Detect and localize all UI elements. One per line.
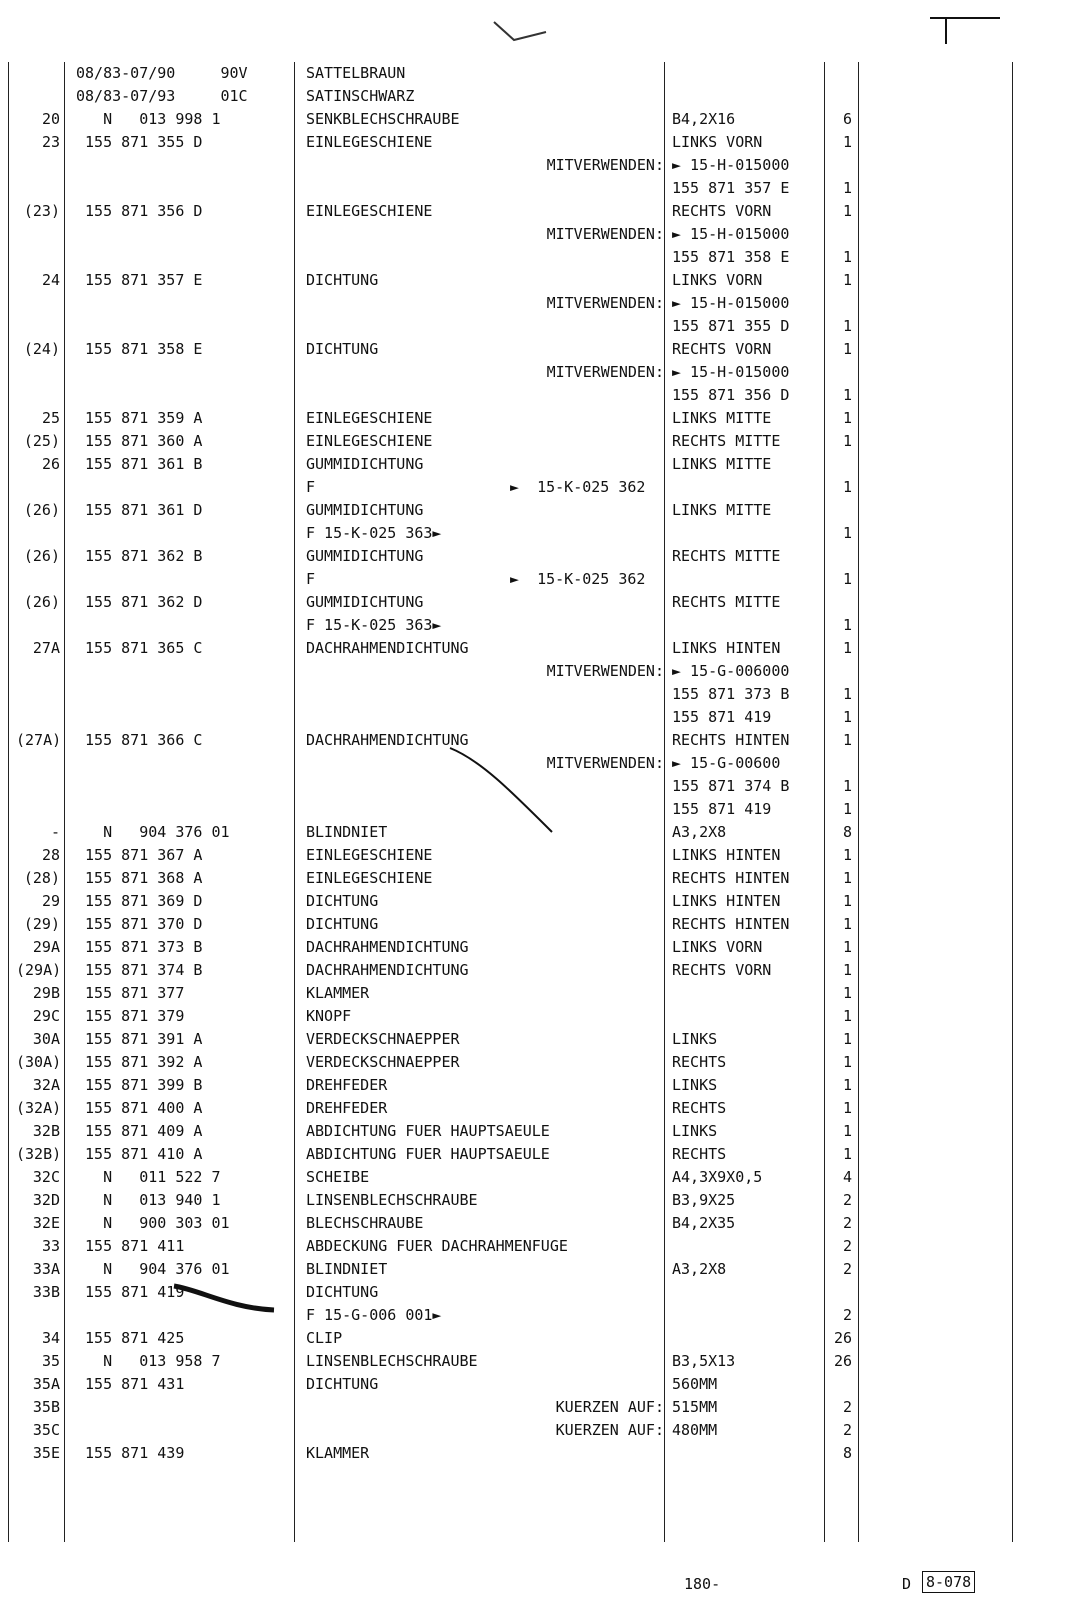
quantity: 1	[842, 800, 852, 818]
quantity: 2	[842, 1260, 852, 1278]
quantity: 1	[842, 869, 852, 887]
table-row	[0, 85, 1082, 108]
position-number: 26	[41, 455, 60, 473]
quantity: 1	[842, 1007, 852, 1025]
table-row	[0, 982, 1082, 1005]
part-number: 155 871 361 B	[76, 455, 203, 473]
part-description: DICHTUNG	[306, 1283, 379, 1301]
table-row	[0, 315, 1082, 338]
remark: LINKS	[672, 1030, 718, 1048]
table-row	[0, 407, 1082, 430]
quantity: 2	[842, 1421, 852, 1439]
part-number: N 013 998 1	[76, 110, 221, 128]
table-row	[0, 1396, 1082, 1419]
position-number: 25	[41, 409, 60, 427]
part-description: DACHRAHMENDICHTUNG	[306, 731, 469, 749]
table-row	[0, 269, 1082, 292]
table-row	[0, 1074, 1082, 1097]
position-number: (26)	[23, 547, 60, 565]
part-number: 155 871 358 E	[76, 340, 203, 358]
use-with-label: MITVERWENDEN:	[546, 156, 664, 174]
part-description: VERDECKSCHNAEPPER	[306, 1030, 460, 1048]
quantity: 1	[842, 639, 852, 657]
part-description: F	[306, 570, 316, 588]
remark: LINKS MITTE	[672, 501, 772, 519]
part-number: 08/83-07/93 01C	[76, 87, 248, 105]
table-row	[0, 177, 1082, 200]
table-row	[0, 545, 1082, 568]
use-with-label: MITVERWENDEN:	[546, 662, 664, 680]
quantity: 1	[842, 524, 852, 542]
part-number: 155 871 399 B	[76, 1076, 203, 1094]
table-row	[0, 1212, 1082, 1235]
remark: 155 871 373 B	[672, 685, 790, 703]
table-row	[0, 1005, 1082, 1028]
table-row	[0, 844, 1082, 867]
remark: RECHTS HINTEN	[672, 731, 790, 749]
quantity: 1	[842, 478, 852, 496]
part-description: BLINDNIET	[306, 1260, 388, 1278]
table-row	[0, 499, 1082, 522]
remark: 560MM	[672, 1375, 718, 1393]
part-number: 155 871 355 D	[76, 133, 203, 151]
part-description: EINLEGESCHIENE	[306, 409, 433, 427]
part-description: BLINDNIET	[306, 823, 388, 841]
table-row	[0, 154, 1082, 177]
position-number: 35A	[32, 1375, 60, 1393]
part-description: LINSENBLECHSCHRAUBE	[306, 1191, 478, 1209]
table-row	[0, 1327, 1082, 1350]
remark: RECHTS MITTE	[672, 547, 781, 565]
remark: LINKS	[672, 1076, 718, 1094]
remark: LINKS	[672, 1122, 718, 1140]
position-number: (28)	[23, 869, 60, 887]
table-row	[0, 361, 1082, 384]
remark: LINKS MITTE	[672, 409, 772, 427]
quantity: 1	[842, 340, 852, 358]
page-number: 180-	[684, 1575, 721, 1593]
remark: RECHTS MITTE	[672, 593, 781, 611]
table-row	[0, 1097, 1082, 1120]
part-number: 155 871 370 D	[76, 915, 203, 933]
part-description: DICHTUNG	[306, 915, 379, 933]
position-number: 32C	[32, 1168, 60, 1186]
remark: RECHTS	[672, 1145, 727, 1163]
table-row	[0, 131, 1082, 154]
part-number: N 011 522 7	[76, 1168, 221, 1186]
table-row	[0, 936, 1082, 959]
part-number: 155 871 410 A	[76, 1145, 203, 1163]
quantity: 1	[842, 1099, 852, 1117]
use-with-label: KUERZEN AUF:	[555, 1421, 664, 1439]
part-description: SATINSCHWARZ	[306, 87, 415, 105]
remark: LINKS VORN	[672, 938, 763, 956]
part-description: GUMMIDICHTUNG	[306, 501, 424, 519]
remark: 515MM	[672, 1398, 718, 1416]
remark: RECHTS VORN	[672, 961, 772, 979]
part-number: 155 871 419	[76, 1283, 185, 1301]
part-description: KLAMMER	[306, 984, 370, 1002]
part-description: EINLEGESCHIENE	[306, 869, 433, 887]
quantity: 1	[842, 202, 852, 220]
position-number: 29C	[32, 1007, 60, 1025]
quantity: 26	[833, 1329, 852, 1347]
remark: ► 15-H-015000	[672, 156, 790, 174]
quantity: 8	[842, 823, 852, 841]
table-row	[0, 706, 1082, 729]
position-number: 29B	[32, 984, 60, 1002]
part-description: DICHTUNG	[306, 892, 379, 910]
table-row	[0, 1304, 1082, 1327]
part-description: VERDECKSCHNAEPPER	[306, 1053, 460, 1071]
table-row	[0, 1235, 1082, 1258]
remark: ► 15-G-006000	[672, 662, 790, 680]
remark: RECHTS VORN	[672, 340, 772, 358]
use-with-label: MITVERWENDEN:	[546, 754, 664, 772]
quantity: 1	[842, 616, 852, 634]
position-number: (24)	[23, 340, 60, 358]
part-description: GUMMIDICHTUNG	[306, 547, 424, 565]
part-number: 155 871 366 C	[76, 731, 203, 749]
table-row	[0, 637, 1082, 660]
part-number: 155 871 379	[76, 1007, 185, 1025]
part-number: 155 871 360 A	[76, 432, 203, 450]
quantity: 1	[842, 133, 852, 151]
part-number: 155 871 392 A	[76, 1053, 203, 1071]
table-row	[0, 683, 1082, 706]
part-description: GUMMIDICHTUNG	[306, 593, 424, 611]
table-row	[0, 522, 1082, 545]
position-number: 35B	[32, 1398, 60, 1416]
position-number: 32A	[32, 1076, 60, 1094]
part-number: N 900 303 01	[76, 1214, 230, 1232]
quantity: 1	[842, 961, 852, 979]
remark: 155 871 374 B	[672, 777, 790, 795]
table-row	[0, 913, 1082, 936]
part-number: 155 871 369 D	[76, 892, 203, 910]
part-description: BLECHSCHRAUBE	[306, 1214, 424, 1232]
position-number: (29)	[23, 915, 60, 933]
part-description: EINLEGESCHIENE	[306, 202, 433, 220]
table-row	[0, 1373, 1082, 1396]
quantity: 1	[842, 570, 852, 588]
part-description: F 15-G-006 001►	[306, 1306, 442, 1324]
table-row	[0, 660, 1082, 683]
remark: RECHTS	[672, 1053, 727, 1071]
table-row	[0, 200, 1082, 223]
table-row	[0, 338, 1082, 361]
position-number: 33	[41, 1237, 60, 1255]
position-number: 20	[41, 110, 60, 128]
part-number: 155 871 362 B	[76, 547, 203, 565]
table-row	[0, 1166, 1082, 1189]
quantity: 1	[842, 892, 852, 910]
part-number: N 904 376 01	[76, 1260, 230, 1278]
quantity: 1	[842, 984, 852, 1002]
part-number: 155 871 377	[76, 984, 185, 1002]
part-description: DACHRAHMENDICHTUNG	[306, 938, 469, 956]
quantity: 1	[842, 432, 852, 450]
part-description: DACHRAHMENDICHTUNG	[306, 639, 469, 657]
position-number: (26)	[23, 593, 60, 611]
use-with-label: KUERZEN AUF:	[555, 1398, 664, 1416]
position-number: 29	[41, 892, 60, 910]
part-description: KLAMMER	[306, 1444, 370, 1462]
remark: RECHTS VORN	[672, 202, 772, 220]
table-row	[0, 1442, 1082, 1465]
quantity: 2	[842, 1398, 852, 1416]
part-number: 155 871 409 A	[76, 1122, 203, 1140]
page-letter: D	[902, 1575, 912, 1593]
remark: LINKS HINTEN	[672, 846, 781, 864]
table-row	[0, 223, 1082, 246]
part-description: ABDICHTUNG FUER HAUPTSAEULE	[306, 1145, 550, 1163]
part-description: F	[306, 478, 316, 496]
remark: LINKS HINTEN	[672, 892, 781, 910]
position-number: 28	[41, 846, 60, 864]
position-number: 33A	[32, 1260, 60, 1278]
quantity: 1	[842, 409, 852, 427]
table-row	[0, 591, 1082, 614]
quantity: 2	[842, 1191, 852, 1209]
part-number: 155 871 400 A	[76, 1099, 203, 1117]
remark: 155 871 419	[672, 800, 772, 818]
position-number: (30A)	[16, 1053, 62, 1071]
table-row	[0, 1258, 1082, 1281]
pen-stroke-2	[170, 1280, 280, 1320]
position-number: (27A)	[16, 731, 62, 749]
quantity: 1	[842, 708, 852, 726]
part-description: SENKBLECHSCHRAUBE	[306, 110, 460, 128]
quantity: 2	[842, 1237, 852, 1255]
part-number: 155 871 373 B	[76, 938, 203, 956]
table-row	[0, 959, 1082, 982]
remark: 155 871 357 E	[672, 179, 790, 197]
position-number: 35E	[32, 1444, 60, 1462]
table-row	[0, 1028, 1082, 1051]
position-number: 32E	[32, 1214, 60, 1232]
remark: 155 871 358 E	[672, 248, 790, 266]
position-number: (26)	[23, 501, 60, 519]
position-number: (32B)	[16, 1145, 62, 1163]
part-description: DACHRAHMENDICHTUNG	[306, 961, 469, 979]
remark: B4,2X16	[672, 110, 736, 128]
use-with-label: MITVERWENDEN:	[546, 225, 664, 243]
use-with-label: MITVERWENDEN:	[546, 294, 664, 312]
part-number: 155 871 425	[76, 1329, 185, 1347]
part-number: N 013 958 7	[76, 1352, 221, 1370]
table-row	[0, 1120, 1082, 1143]
position-number: (25)	[23, 432, 60, 450]
table-row	[0, 246, 1082, 269]
position-number: 32B	[32, 1122, 60, 1140]
part-description: CLIP	[306, 1329, 343, 1347]
quantity: 26	[833, 1352, 852, 1370]
quantity: 1	[842, 248, 852, 266]
part-description: DICHTUNG	[306, 271, 379, 289]
table-row	[0, 476, 1082, 499]
part-number: 155 871 391 A	[76, 1030, 203, 1048]
table-row	[0, 1051, 1082, 1074]
part-number: N 904 376 01	[76, 823, 230, 841]
quantity: 4	[842, 1168, 852, 1186]
quantity: 1	[842, 915, 852, 933]
position-number: 24	[41, 271, 60, 289]
table-row	[0, 108, 1082, 131]
quantity: 1	[842, 846, 852, 864]
position-number: 29A	[32, 938, 60, 956]
part-description: LINSENBLECHSCHRAUBE	[306, 1352, 478, 1370]
corner-mark	[920, 8, 1010, 48]
part-description: EINLEGESCHIENE	[306, 432, 433, 450]
position-number: 33B	[32, 1283, 60, 1301]
part-description: SCHEIBE	[306, 1168, 370, 1186]
position-number: 35C	[32, 1421, 60, 1439]
table-row	[0, 1350, 1082, 1373]
part-number: 155 871 367 A	[76, 846, 203, 864]
part-description: DICHTUNG	[306, 1375, 379, 1393]
position-number: (29A)	[16, 961, 62, 979]
quantity: 8	[842, 1444, 852, 1462]
remark: 155 871 356 D	[672, 386, 790, 404]
quantity: 1	[842, 1122, 852, 1140]
part-description: EINLEGESCHIENE	[306, 846, 433, 864]
remark: 155 871 419	[672, 708, 772, 726]
table-row	[0, 1189, 1082, 1212]
part-number: N 013 940 1	[76, 1191, 221, 1209]
reference-note: ► 15-K-025 362	[510, 478, 646, 496]
remark: B3,5X13	[672, 1352, 736, 1370]
top-tick-mark	[490, 18, 550, 46]
remark: B3,9X25	[672, 1191, 736, 1209]
quantity: 1	[842, 1030, 852, 1048]
quantity: 1	[842, 1053, 852, 1071]
position-number: 34	[41, 1329, 60, 1347]
remark: ► 15-H-015000	[672, 294, 790, 312]
remark: LINKS MITTE	[672, 455, 772, 473]
quantity: 1	[842, 179, 852, 197]
remark: ► 15-H-015000	[672, 363, 790, 381]
quantity: 1	[842, 1076, 852, 1094]
remark: RECHTS MITTE	[672, 432, 781, 450]
remark: RECHTS	[672, 1099, 727, 1117]
position-number: 30A	[32, 1030, 60, 1048]
remark: ► 15-G-00600	[672, 754, 781, 772]
table-row	[0, 292, 1082, 315]
pen-stroke-1	[440, 740, 560, 840]
remark: 480MM	[672, 1421, 718, 1439]
quantity: 1	[842, 271, 852, 289]
table-row	[0, 1143, 1082, 1166]
part-number: 155 871 411	[76, 1237, 185, 1255]
quantity: 2	[842, 1214, 852, 1232]
remark: A4,3X9X0,5	[672, 1168, 763, 1186]
remark: B4,2X35	[672, 1214, 736, 1232]
use-with-label: MITVERWENDEN:	[546, 363, 664, 381]
remark: A3,2X8	[672, 1260, 727, 1278]
table-row	[0, 453, 1082, 476]
position-number: (23)	[23, 202, 60, 220]
part-number: 155 871 362 D	[76, 593, 203, 611]
position-number: 23	[41, 133, 60, 151]
part-number: 155 871 368 A	[76, 869, 203, 887]
table-row	[0, 384, 1082, 407]
part-description: ABDICHTUNG FUER HAUPTSAEULE	[306, 1122, 550, 1140]
part-description: DICHTUNG	[306, 340, 379, 358]
quantity: 1	[842, 386, 852, 404]
table-row	[0, 890, 1082, 913]
quantity: 1	[842, 317, 852, 335]
quantity: 1	[842, 731, 852, 749]
part-number: 155 871 431	[76, 1375, 185, 1393]
part-description: DREHFEDER	[306, 1099, 388, 1117]
quantity: 1	[842, 938, 852, 956]
remark: RECHTS HINTEN	[672, 869, 790, 887]
table-row	[0, 62, 1082, 85]
part-number: 155 871 356 D	[76, 202, 203, 220]
remark: ► 15-H-015000	[672, 225, 790, 243]
quantity: 6	[842, 110, 852, 128]
part-description: GUMMIDICHTUNG	[306, 455, 424, 473]
part-description: ABDECKUNG FUER DACHRAHMENFUGE	[306, 1237, 568, 1255]
part-description: EINLEGESCHIENE	[306, 133, 433, 151]
position-number: (32A)	[16, 1099, 62, 1117]
table-row	[0, 1419, 1082, 1442]
position-number: 35	[41, 1352, 60, 1370]
quantity: 1	[842, 1145, 852, 1163]
table-row	[0, 614, 1082, 637]
part-number: 155 871 357 E	[76, 271, 203, 289]
part-number: 155 871 361 D	[76, 501, 203, 519]
remark: LINKS HINTEN	[672, 639, 781, 657]
position-number: 32D	[32, 1191, 60, 1209]
page-code: 8-078	[922, 1571, 975, 1593]
part-number: 155 871 359 A	[76, 409, 203, 427]
remark: A3,2X8	[672, 823, 727, 841]
quantity: 1	[842, 685, 852, 703]
table-row	[0, 568, 1082, 591]
remark: LINKS VORN	[672, 133, 763, 151]
part-description: SATTELBRAUN	[306, 64, 406, 82]
position-number: -	[50, 823, 60, 841]
table-row	[0, 430, 1082, 453]
remark: RECHTS HINTEN	[672, 915, 790, 933]
part-description: F 15-K-025 363►	[306, 616, 442, 634]
reference-note: ► 15-K-025 362	[510, 570, 646, 588]
part-number: 155 871 439	[76, 1444, 185, 1462]
quantity: 1	[842, 777, 852, 795]
part-number: 155 871 374 B	[76, 961, 203, 979]
part-number: 155 871 365 C	[76, 639, 203, 657]
remark: LINKS VORN	[672, 271, 763, 289]
part-number: 08/83-07/90 90V	[76, 64, 248, 82]
table-row	[0, 867, 1082, 890]
part-description: F 15-K-025 363►	[306, 524, 442, 542]
quantity: 2	[842, 1306, 852, 1324]
part-description: DREHFEDER	[306, 1076, 388, 1094]
table-row	[0, 1281, 1082, 1304]
position-number: 27A	[32, 639, 60, 657]
remark: 155 871 355 D	[672, 317, 790, 335]
part-description: KNOPF	[306, 1007, 352, 1025]
